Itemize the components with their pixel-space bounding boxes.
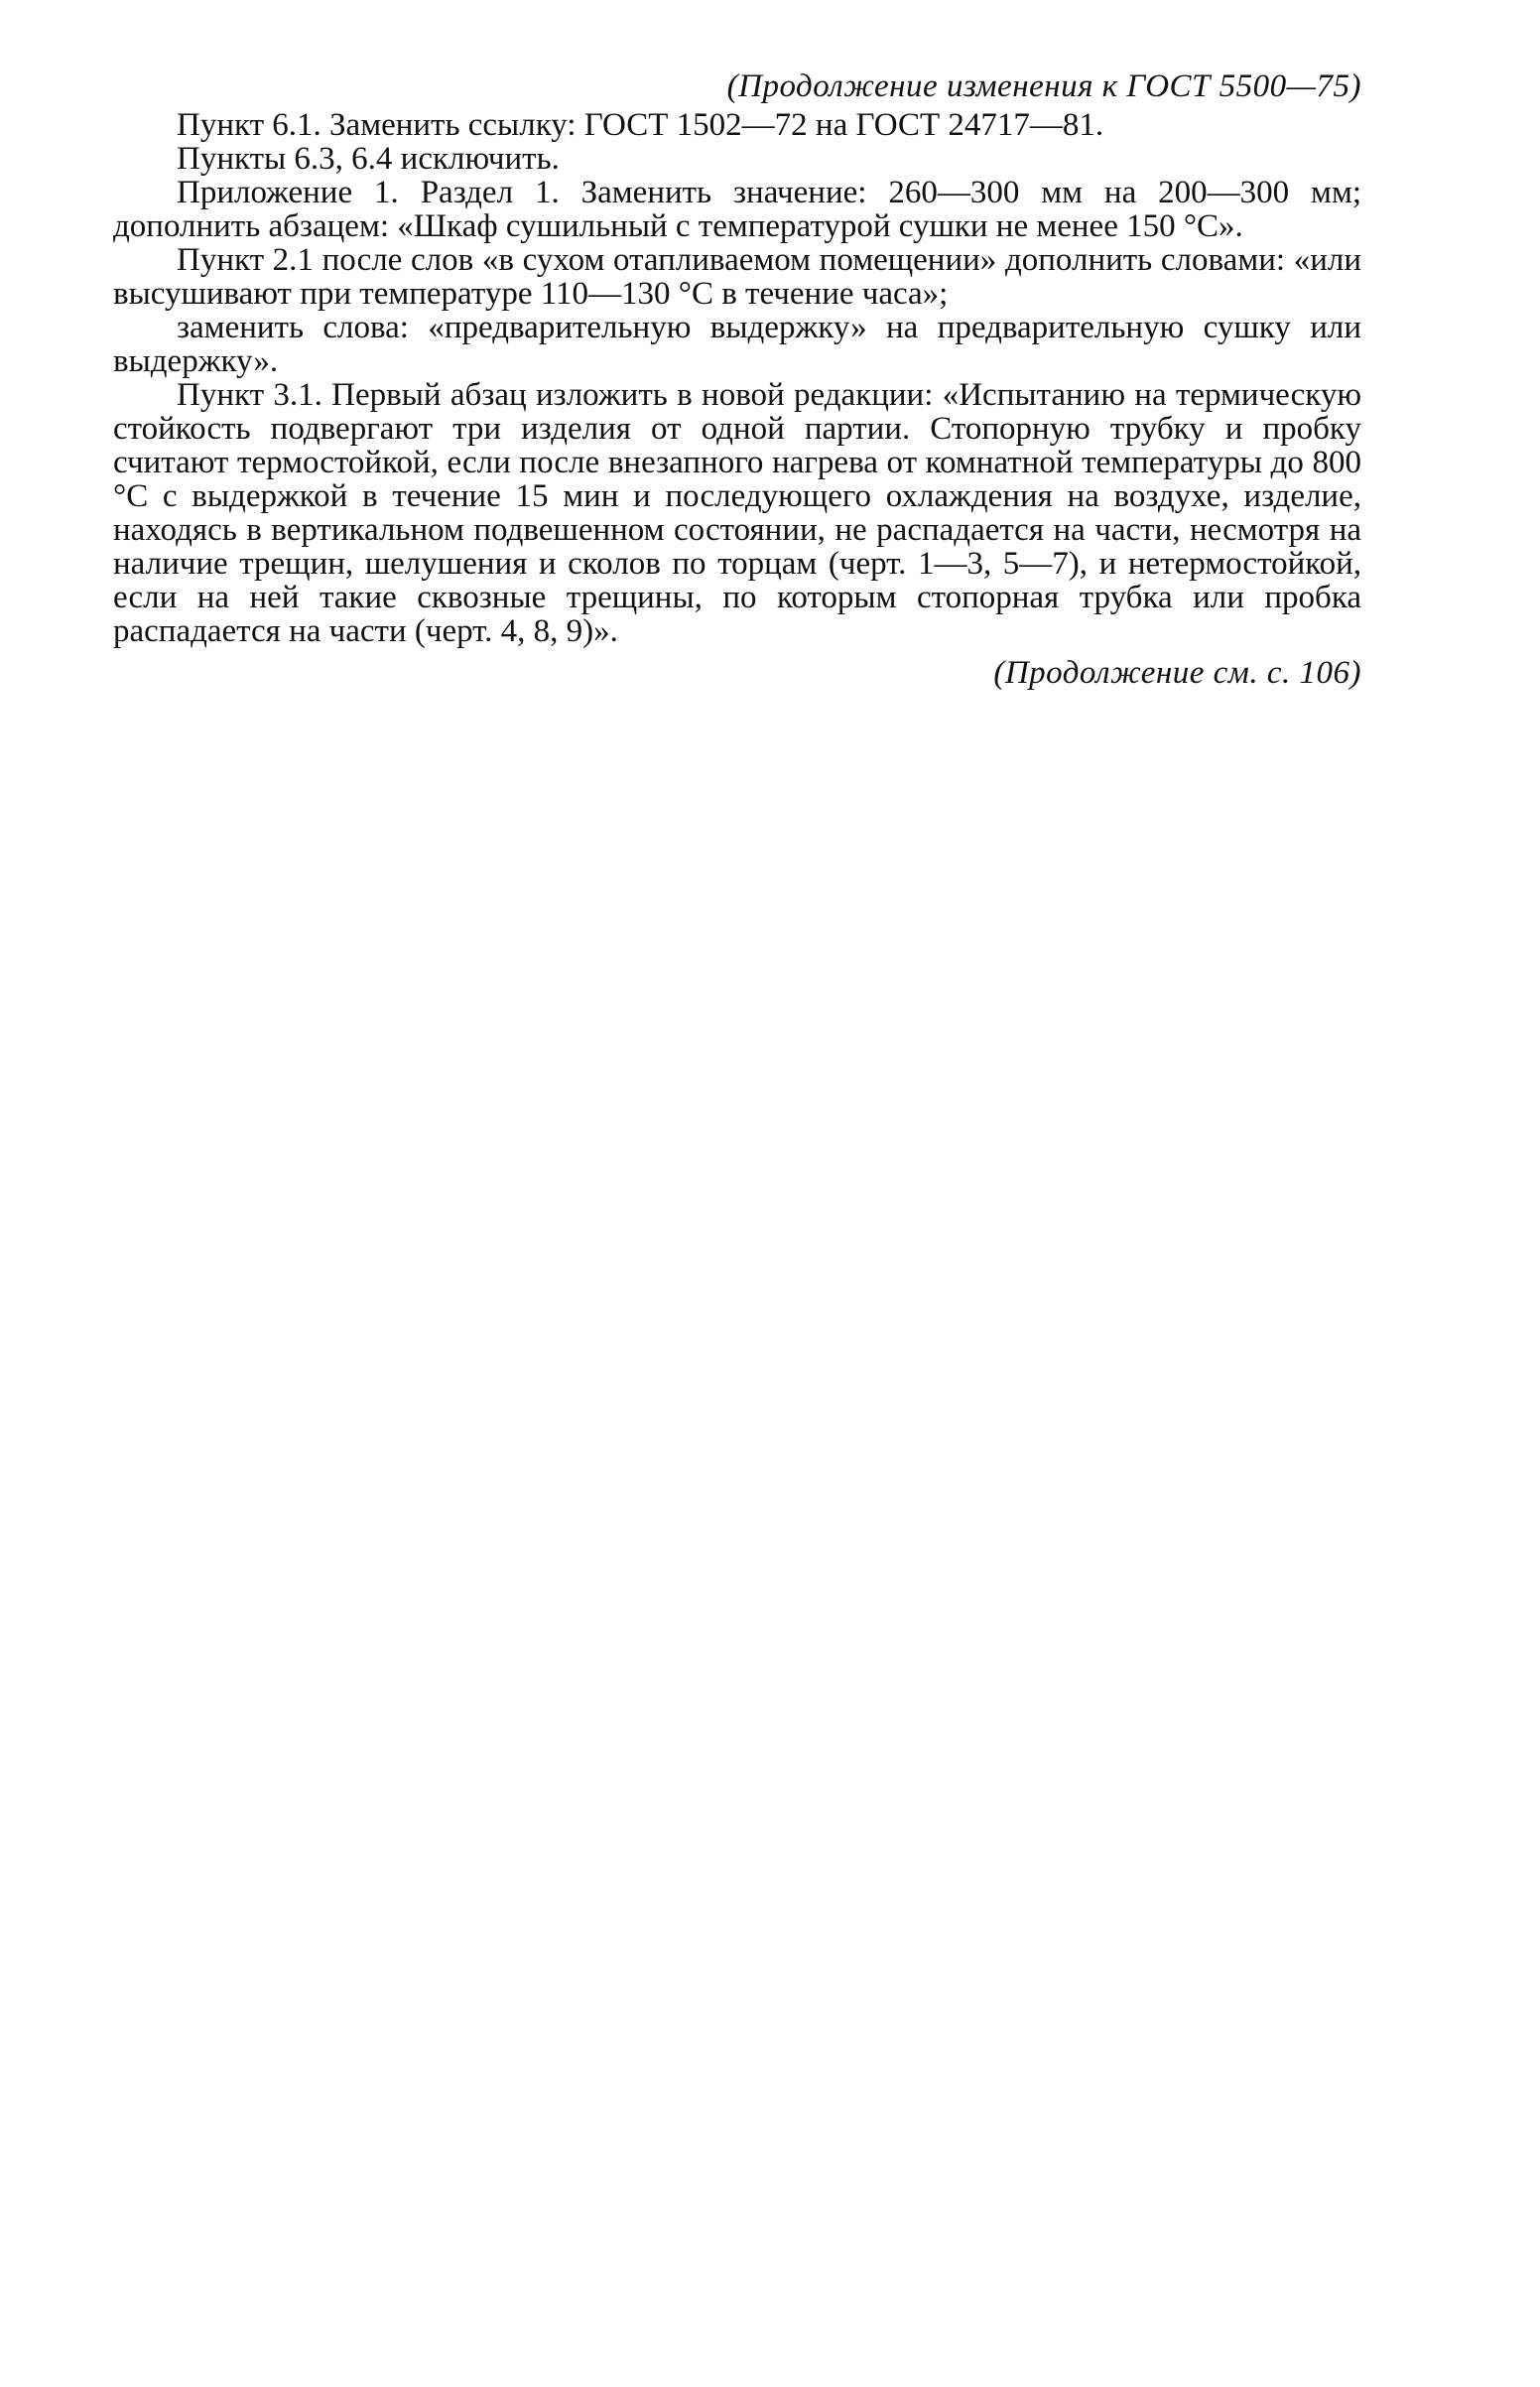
- paragraph-items-6-3-6-4: Пункты 6.3, 6.4 исключить.: [177, 141, 560, 177]
- text-column: [113, 69, 1361, 690]
- paragraph-replace-words: заменить слова: «предварительную выдержку» на предварительную сушку или выдержку».: [113, 310, 1361, 379]
- paragraph-item-3-1: Пункт 3.1. Первый абзац изложить в новой редакции: «Испытанию на термическую стойкость подвергают три изделия от одной партии. Стопорную трубку и пробку считают термостойкой, если после внезапного нагрева от комнатной температуры до 800 °С с выдержкой в течение 15 мин и последующего охлаждения на воздухе, изделие, находясь в вертикальном подвешенном состоянии, не распадается на части, несмотря на наличие трещин, шелушения и сколов по торцам (черт. 1—3, 5—7), и нетермостойкой, если на ней такие сквозные трещины, по которым стопорная трубка или пробка распадается на части (черт. 4, 8, 9)».: [113, 377, 1361, 649]
- continuation-header: (Продолжение изменения к ГОСТ 5500—75): [726, 68, 1361, 104]
- paragraph-item-2-1: Пункт 2.1 после слов «в сухом отапливаемом помещении» дополнить словами: «или высушивают при температуре 110—130 °С в течение часа»;: [113, 242, 1361, 312]
- paragraph-item-6-1: Пункт 6.1. Заменить ссылку: ГОСТ 1502—72 на ГОСТ 24717—81.: [177, 107, 1104, 143]
- continuation-footer: (Продолжение см. с. 106): [993, 655, 1361, 691]
- paragraph-appendix-1: Приложение 1. Раздел 1. Заменить значение: 260—300 мм на 200—300 мм; дополнить абзацем: «Шкаф сушильный с температурой сушки не менее 150 °С».: [113, 175, 1361, 244]
